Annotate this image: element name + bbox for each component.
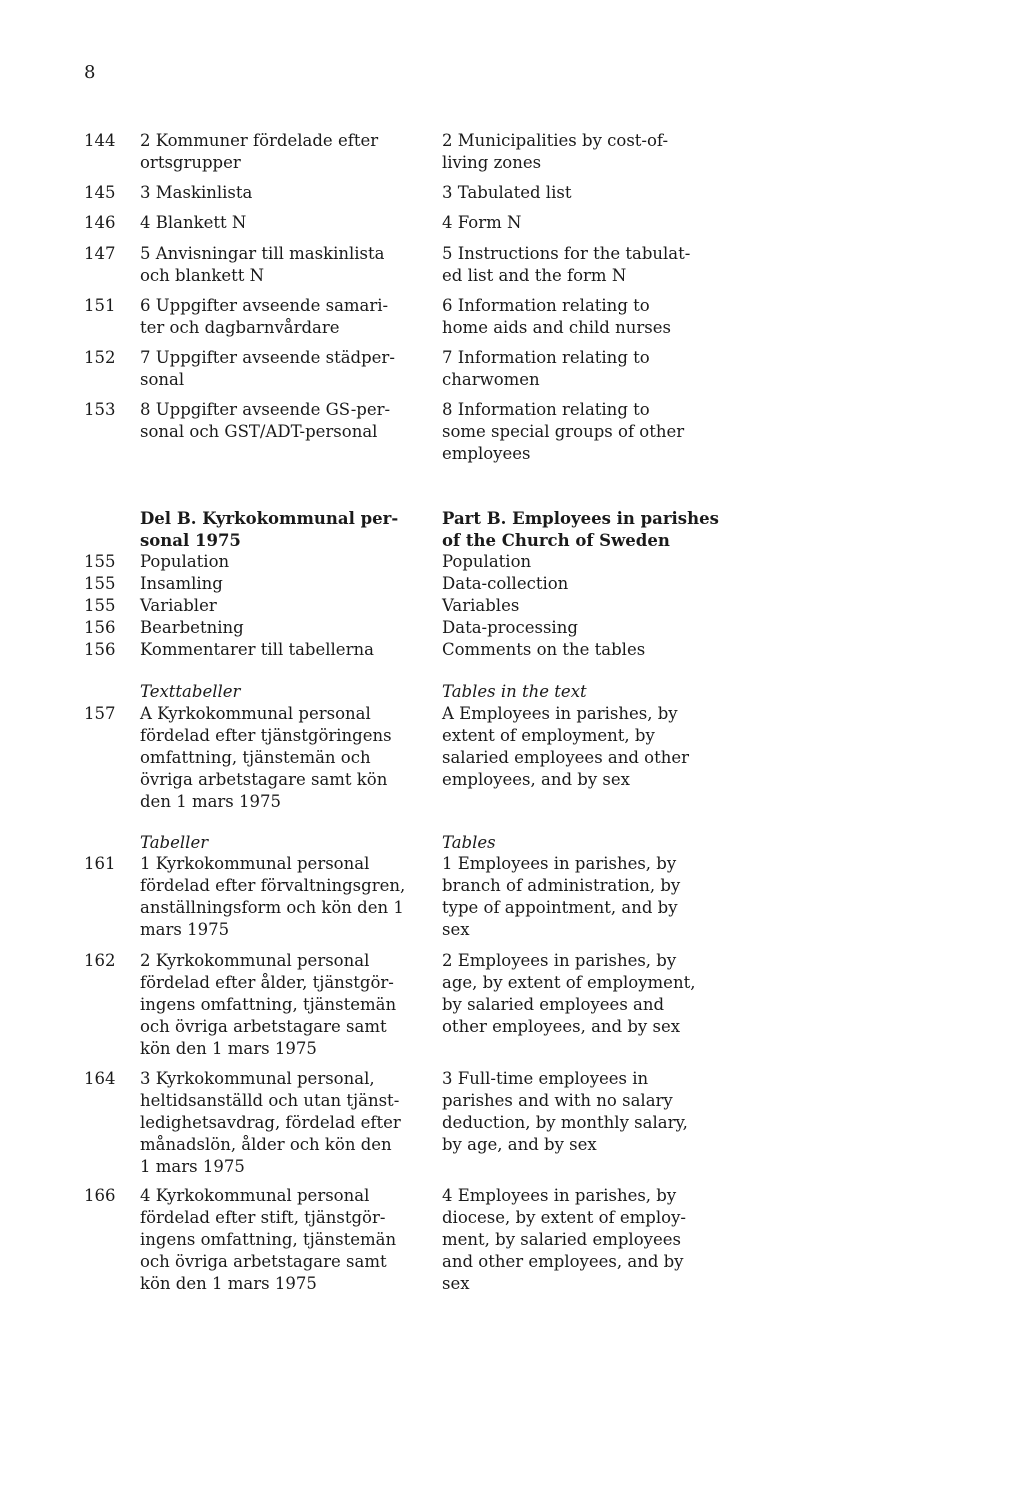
- line: home aids and child nurses: [442, 318, 671, 337]
- toc-page: 147: [84, 244, 116, 263]
- line: och övriga arbetstagare samt: [140, 1017, 387, 1036]
- line: branch of administration, by: [442, 876, 681, 895]
- line: employees, and by sex: [442, 770, 630, 789]
- line: type of appointment, and by: [442, 898, 678, 917]
- toc-page: 164: [84, 1069, 116, 1088]
- line: age, by extent of employment,: [442, 973, 696, 992]
- toc-page: 146: [84, 213, 116, 232]
- part-b-heading-en: [442, 508, 718, 552]
- line: diocese, by extent of employ-: [442, 1208, 686, 1227]
- line: salaried employees and other: [442, 748, 690, 767]
- line: charwomen: [442, 370, 540, 389]
- line: other employees, and by sex: [442, 1017, 681, 1036]
- toc-title-sv: [140, 399, 418, 443]
- toc-page: 157: [84, 704, 116, 723]
- line: ledighetsavdrag, fördelad efter: [140, 1113, 401, 1132]
- line: Del B. Kyrkokommunal per-: [140, 509, 399, 528]
- toc-title-en: [442, 853, 718, 941]
- toc-title-sv: [140, 950, 418, 1060]
- line: 1 Kyrkokommunal personal: [140, 854, 370, 873]
- toc-title-en: Variables: [442, 596, 520, 615]
- line: kön den 1 mars 1975: [140, 1039, 317, 1058]
- line: heltidsanställd och utan tjänst-: [140, 1091, 400, 1110]
- line: månadslön, ålder och kön den: [140, 1135, 392, 1154]
- toc-page: 161: [84, 854, 116, 873]
- line: 4 Employees in parishes, by: [442, 1186, 677, 1205]
- line: 7 Information relating to: [442, 348, 650, 367]
- line: ment, by salaried employees: [442, 1230, 681, 1249]
- line: employees: [442, 444, 531, 463]
- line: 5 Anvisningar till maskinlista: [140, 244, 385, 263]
- line: ingens omfattning, tjänstemän: [140, 995, 397, 1014]
- line: 3 Tabulated list: [442, 183, 572, 202]
- toc-title-sv: [140, 347, 418, 391]
- line: övriga arbetstagare samt kön: [140, 770, 388, 789]
- subheading-en: Tables: [442, 833, 496, 852]
- line: Part B. Employees in parishes: [442, 509, 719, 528]
- toc-page: 155: [84, 552, 116, 571]
- toc-title-en: [442, 399, 718, 465]
- line: och övriga arbetstagare samt: [140, 1252, 387, 1271]
- toc-title-en: [442, 212, 718, 234]
- toc-page: 166: [84, 1186, 116, 1205]
- toc-page: 151: [84, 296, 116, 315]
- toc-title-en: [442, 950, 718, 1038]
- toc-page: 156: [84, 618, 116, 637]
- line: ortsgrupper: [140, 153, 241, 172]
- toc-title-en: [442, 1185, 718, 1295]
- line: by salaried employees and: [442, 995, 665, 1014]
- toc-page: 155: [84, 596, 116, 615]
- toc-title-en: [442, 295, 718, 339]
- line: 3 Kyrkokommunal personal,: [140, 1069, 375, 1088]
- line: 3 Maskinlista: [140, 183, 253, 202]
- toc-title-en: [442, 347, 718, 391]
- toc-title-en: [442, 182, 718, 204]
- line: 5 Instructions for the tabulat-: [442, 244, 691, 263]
- line: 6 Information relating to: [442, 296, 650, 315]
- toc-title-sv: [140, 1068, 418, 1178]
- toc-title-en: [442, 130, 718, 174]
- toc-page: 153: [84, 400, 116, 419]
- toc-page: 156: [84, 640, 116, 659]
- line: omfattning, tjänstemän och: [140, 748, 371, 767]
- toc-title-sv: Variabler: [140, 596, 217, 615]
- toc-title-en: [442, 1068, 718, 1156]
- page-number: 8: [84, 62, 96, 83]
- toc-title-sv: Bearbetning: [140, 618, 244, 637]
- toc-page: 162: [84, 951, 116, 970]
- toc-page: 144: [84, 131, 116, 150]
- toc-page: 152: [84, 348, 116, 367]
- line: 4 Kyrkokommunal personal: [140, 1186, 370, 1205]
- line: 2 Employees in parishes, by: [442, 951, 677, 970]
- line: A Employees in parishes, by: [442, 704, 678, 723]
- line: 8 Uppgifter avseende GS-per-: [140, 400, 391, 419]
- toc-title-sv: [140, 853, 418, 941]
- line: 1 Employees in parishes, by: [442, 854, 677, 873]
- line: 7 Uppgifter avseende städper-: [140, 348, 395, 367]
- line: sex: [442, 920, 470, 939]
- toc-title-en: Data-collection: [442, 574, 569, 593]
- subheading-en: Tables in the text: [442, 682, 587, 701]
- toc-page: 155: [84, 574, 116, 593]
- part-b-heading-sv: [140, 508, 418, 552]
- line: sex: [442, 1274, 470, 1293]
- line: kön den 1 mars 1975: [140, 1274, 317, 1293]
- line: 6 Uppgifter avseende samari-: [140, 296, 389, 315]
- line: 4 Form N: [442, 213, 522, 232]
- toc-title-en: Population: [442, 552, 532, 571]
- toc-title-sv: [140, 703, 418, 813]
- line: living zones: [442, 153, 542, 172]
- line: A Kyrkokommunal personal: [140, 704, 371, 723]
- line: fördelad efter stift, tjänstgör-: [140, 1208, 386, 1227]
- line: parishes and with no salary: [442, 1091, 673, 1110]
- line: ed list and the form N: [442, 266, 627, 285]
- line: fördelad efter ålder, tjänstgör-: [140, 973, 394, 992]
- line: some special groups of other: [442, 422, 685, 441]
- line: 2 Kyrkokommunal personal: [140, 951, 370, 970]
- line: extent of employment, by: [442, 726, 655, 745]
- toc-page: 145: [84, 183, 116, 202]
- line: by age, and by sex: [442, 1135, 597, 1154]
- toc-title-sv: [140, 1185, 418, 1295]
- line: 1 mars 1975: [140, 1157, 245, 1176]
- line: ter och dagbarnvårdare: [140, 318, 340, 337]
- toc-title-sv: [140, 212, 418, 234]
- toc-title-en: Data-processing: [442, 618, 578, 637]
- line: sonal 1975: [140, 531, 241, 550]
- line: 2 Kommuner fördelade efter: [140, 131, 379, 150]
- toc-title-sv: Population: [140, 552, 230, 571]
- subheading-sv: Tabeller: [140, 833, 209, 852]
- line: and other employees, and by: [442, 1252, 684, 1271]
- toc-title-sv: [140, 295, 418, 339]
- toc-title-en: [442, 703, 718, 791]
- toc-title-sv: Insamling: [140, 574, 223, 593]
- toc-title-sv: [140, 130, 418, 174]
- line: 8 Information relating to: [442, 400, 650, 419]
- toc-title-en: [442, 243, 718, 287]
- line: 3 Full-time employees in: [442, 1069, 649, 1088]
- line: 2 Municipalities by cost-of-: [442, 131, 669, 150]
- subheading-sv: Texttabeller: [140, 682, 241, 701]
- line: deduction, by monthly salary,: [442, 1113, 688, 1132]
- line: fördelad efter förvaltningsgren,: [140, 876, 406, 895]
- line: mars 1975: [140, 920, 230, 939]
- toc-title-sv: Kommentarer till tabellerna: [140, 640, 374, 659]
- line: 4 Blankett N: [140, 213, 247, 232]
- line: och blankett N: [140, 266, 265, 285]
- toc-title-en: Comments on the tables: [442, 640, 646, 659]
- line: anställningsform och kön den 1: [140, 898, 404, 917]
- toc-title-sv: [140, 182, 418, 204]
- line: ingens omfattning, tjänstemän: [140, 1230, 397, 1249]
- toc-title-sv: [140, 243, 418, 287]
- line: sonal och GST/ADT-personal: [140, 422, 378, 441]
- line: of the Church of Sweden: [442, 531, 670, 550]
- line: fördelad efter tjänstgöringens: [140, 726, 392, 745]
- line: den 1 mars 1975: [140, 792, 282, 811]
- line: sonal: [140, 370, 185, 389]
